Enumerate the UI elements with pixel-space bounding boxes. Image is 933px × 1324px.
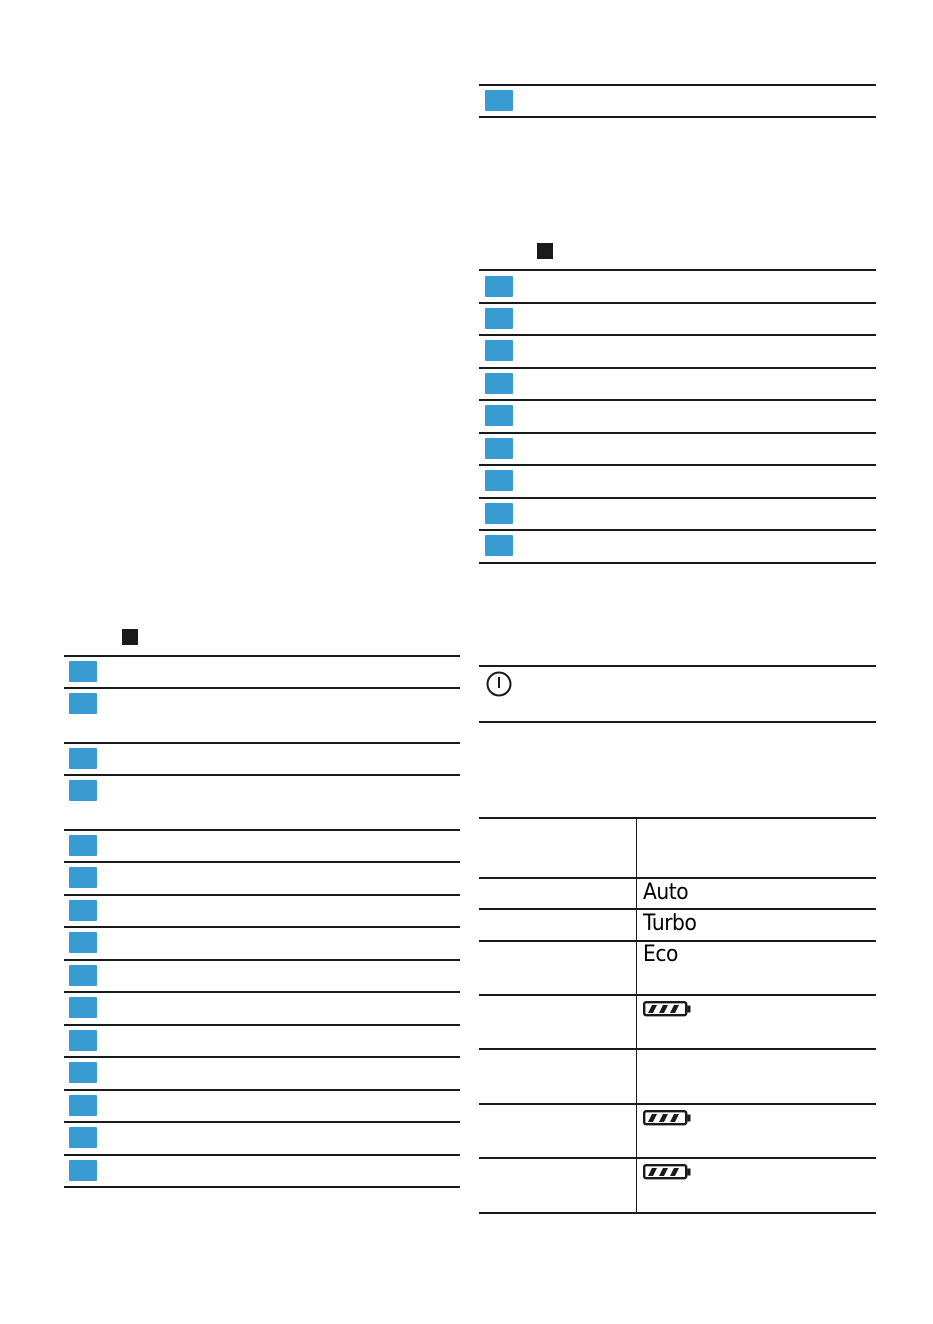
table-rule [479, 1048, 876, 1050]
item-badge [69, 693, 97, 714]
item-badge [69, 835, 97, 856]
table-rule [64, 991, 460, 993]
table-rule [64, 1089, 460, 1091]
battery-full-icon [643, 1001, 693, 1017]
table-rule [479, 1157, 876, 1159]
item-badge [485, 276, 513, 297]
table-rule [479, 464, 876, 466]
table-rule [64, 861, 460, 863]
table-rule [64, 655, 460, 657]
item-badge [485, 470, 513, 491]
table-rule [64, 829, 460, 831]
table-rule [64, 1154, 460, 1156]
table-rule [64, 1056, 460, 1058]
item-badge [69, 1160, 97, 1181]
item-badge [69, 661, 97, 682]
table-rule [64, 742, 460, 744]
table-rule [479, 497, 876, 499]
power-icon [485, 670, 513, 698]
battery-full-icon [643, 1110, 693, 1126]
item-badge [69, 932, 97, 953]
item-badge [69, 1095, 97, 1116]
table-rule [479, 665, 876, 667]
item-badge [485, 308, 513, 329]
table-rule [64, 894, 460, 896]
section-marker-left [122, 629, 138, 645]
item-badge [69, 1127, 97, 1148]
table-rule [479, 334, 876, 336]
item-badge [69, 748, 97, 769]
table-rule [64, 1121, 460, 1123]
table-rule [64, 687, 460, 689]
table-rule [64, 959, 460, 961]
table-rule [64, 774, 460, 776]
table-rule [479, 302, 876, 304]
table-rule [479, 908, 876, 910]
table-rule [479, 367, 876, 369]
table-rule [64, 1186, 460, 1188]
item-badge [69, 867, 97, 888]
mode-auto-label: Auto [643, 880, 689, 905]
table-rule [479, 562, 876, 564]
table-rule [479, 269, 876, 271]
table-rule [479, 817, 876, 819]
mode-eco-label: Eco [643, 942, 678, 967]
table-rule [479, 1103, 876, 1105]
table-rule [479, 877, 876, 879]
table-rule [479, 1212, 876, 1214]
item-badge [69, 997, 97, 1018]
table-rule [479, 116, 876, 118]
table-rule [64, 1024, 460, 1026]
item-badge [485, 340, 513, 361]
item-badge [69, 965, 97, 986]
table-rule [479, 399, 876, 401]
item-badge [69, 1062, 97, 1083]
item-badge [69, 900, 97, 921]
section-marker-right [537, 243, 553, 259]
item-badge [485, 405, 513, 426]
item-badge [69, 1030, 97, 1051]
table-rule [479, 994, 876, 996]
item-badge [485, 535, 513, 556]
item-badge [69, 780, 97, 801]
item-badge [485, 90, 513, 111]
item-badge [485, 373, 513, 394]
mode-turbo-label: Turbo [643, 911, 697, 936]
table-rule [479, 529, 876, 531]
table-rule [64, 926, 460, 928]
battery-full-icon [643, 1164, 693, 1180]
item-badge [485, 438, 513, 459]
item-badge [485, 503, 513, 524]
table-rule [479, 84, 876, 86]
table-rule [479, 721, 876, 723]
table-rule [479, 432, 876, 434]
